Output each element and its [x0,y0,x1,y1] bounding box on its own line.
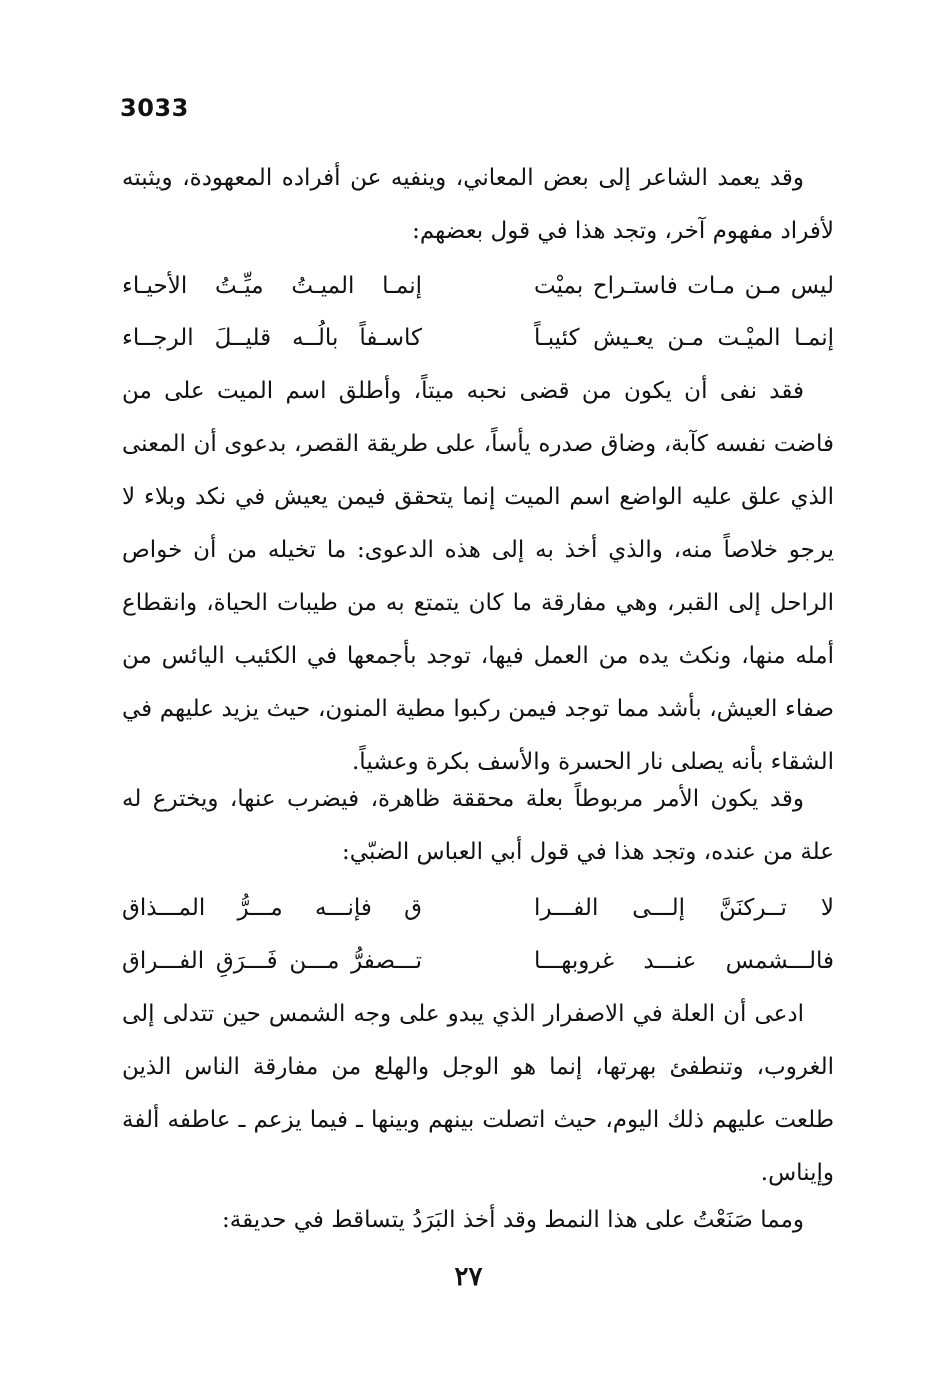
paragraph-text: ومما صَنَعْتُ على هذا النمط وقد أخذ البَرَدُ يتساقط في حديقة: [222,1207,804,1233]
page-folio-number: ٢٧ [454,1262,483,1292]
paragraph-text: ادعى أن العلة في الاصفرار الذي يبدو على وجه الشمس حين تتدلى إلى الغروب، وتنطفئ بهرتها، إنما هو الوجل والهلع من مفارقة الناس الذين طلعت عليهم ذلك اليوم، حيث اتصلت بينهم وبينها ـ فيما يزعم ـ عاطفه ألفة وإيناس. [122,1001,834,1186]
paragraph-text: وقد يكون الأمر مربوطاً بعلة محققة ظاهرة، فيضرب عنها، ويخترع له علة من عنده، وتجد هذا في قول أبي العباس الضبّي: [122,786,834,865]
verse-line [122,888,834,928]
verse-first-hemistich: فالـــشمس عنـــد غروبهـــا [534,948,834,974]
paragraph-sun-explanation [122,988,834,1200]
verse-first-hemistich: لا تــركنَنَّ إلـــى الفـــرا [534,895,834,921]
verse-first-hemistich: ليس مـن مـات فاستـراح بميْت [534,273,834,299]
page-number-top: 3033 [120,94,189,122]
verse-line [122,318,834,358]
verse-first-hemistich: إنمـا الميْـت مـن يعـيش كئيبـاً [534,325,834,351]
paragraph-text: فقد نفى أن يكون من قضى نحبه ميتاً، وأطلق اسم الميت على من فاضت نفسه كآبة، وضاق صدره يأساً، على طريقة القصر، بدعوى أن المعنى الذي علق عليه الواضع اسم الميت إنما يتحقق فيمن يعيش في نكد وبلاء لا يرجو خلاصاً منه، والذي أخذ به إلى هذه الدعوى: ما تخيله من أن خواص الراحل إلى القبر، وهي مفارقة ما كان يتمتع به من طيبات الحياة، وانقطاع أمله منها، ونكث يده من العمل فيها، توجد بأجمعها في الكئيب اليائس من صفاء العيش، بأشد مما توجد فيمن ركبوا مطية المنون، حيث يزيد عليهم في الشقاء بأنه يصلى نار الحسرة والأسف بكرة وعشياً. [122,378,834,775]
verse-second-hemistich: كاسـفاً بالُــه قليــلَ الرجــاء [122,325,422,351]
verse-second-hemistich: تـــصفرُّ مـــن فَـــرَقِ الفـــراق [122,948,422,974]
verse-line [122,266,834,306]
verse-second-hemistich: إنمـا الميـتُ ميِّـتُ الأحيـاء [122,273,422,299]
paragraph-second-example [122,773,834,879]
paragraph-intro [122,152,834,258]
verse-line [122,941,834,981]
paragraph-closing [122,1194,834,1247]
paragraph-text: وقد يعمد الشاعر إلى بعض المعاني، وينفيه عن أفراده المعهودة، ويثبته لأفراد مفهوم آخر، وتجد هذا في قول بعضهم: [122,165,834,244]
paragraph-explanation [122,365,834,789]
verse-second-hemistich: ق فإنـــه مـــرُّ المـــذاق [122,895,422,921]
